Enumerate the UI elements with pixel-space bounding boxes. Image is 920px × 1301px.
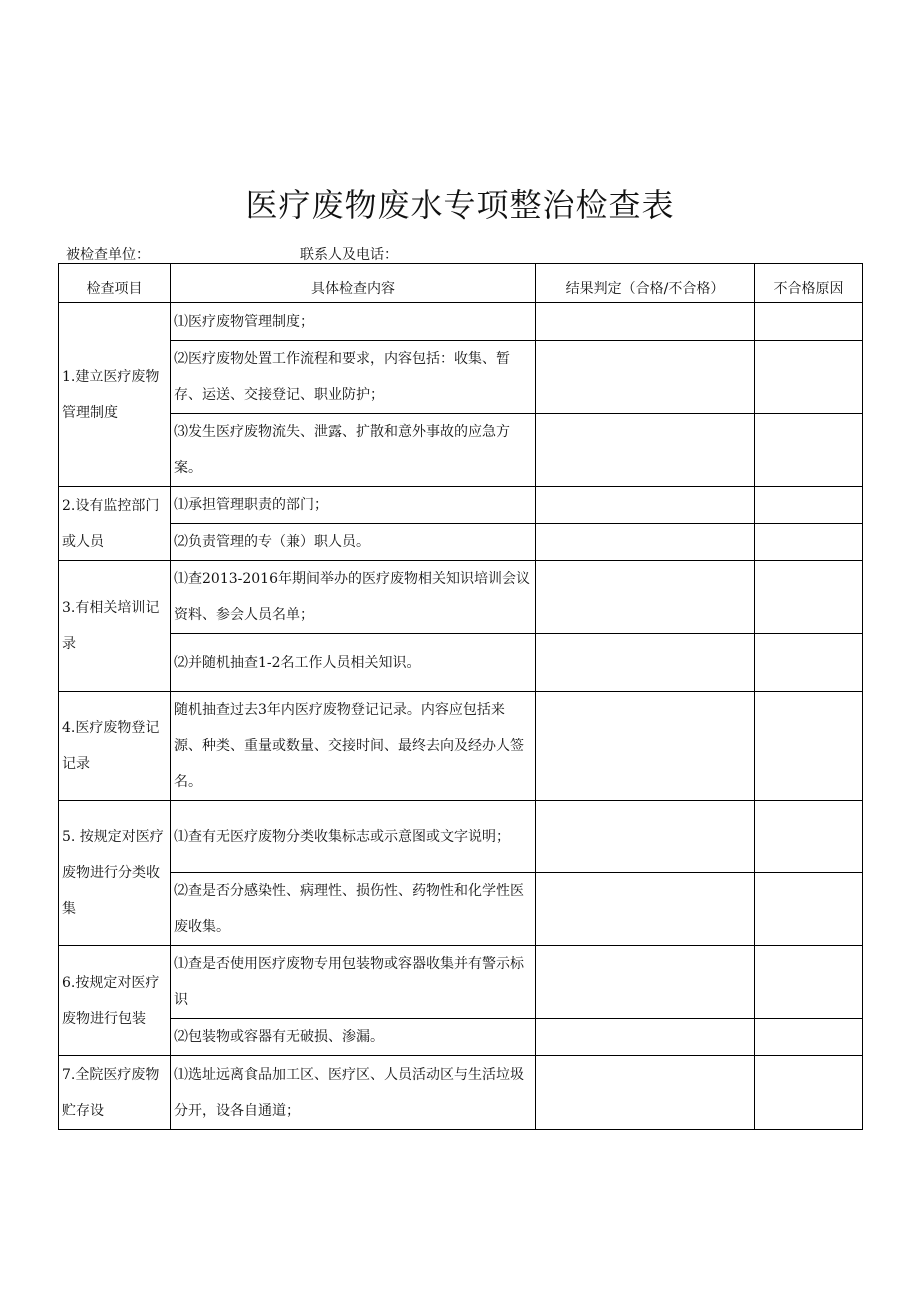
result-cell[interactable]: [536, 341, 755, 414]
reason-cell[interactable]: [755, 414, 863, 487]
check-item-3: 3.有相关培训记录: [59, 561, 171, 692]
header-content: 具体检查内容: [171, 264, 536, 303]
inspection-table: [58, 263, 863, 1130]
table-row: [59, 1019, 863, 1056]
check-item-1: 1.建立医疗废物管理制度: [59, 303, 171, 487]
reason-cell[interactable]: [755, 873, 863, 946]
result-cell[interactable]: [536, 634, 755, 692]
contact-phone-label: 联系人及电话：: [300, 247, 398, 263]
table-row: [59, 801, 863, 873]
result-cell[interactable]: [536, 487, 755, 524]
check-item-6: 6.按规定对医疗废物进行包装: [59, 946, 171, 1056]
reason-cell[interactable]: [755, 341, 863, 414]
reason-cell[interactable]: [755, 487, 863, 524]
check-content: ⑴承担管理职责的部门；: [171, 487, 536, 524]
check-content: ⑵查是否分感染性、病理性、损伤性、药物性和化学性医废收集。: [171, 873, 536, 946]
check-content: ⑵负责管理的专（兼）职人员。: [171, 524, 536, 561]
check-item-4: 4.医疗废物登记记录: [59, 692, 171, 801]
table-row: [59, 487, 863, 524]
check-content: ⑵并随机抽查1-2名工作人员相关知识。: [171, 634, 536, 692]
result-cell[interactable]: [536, 946, 755, 1019]
reason-cell[interactable]: [755, 692, 863, 801]
check-content: ⑴医疗废物管理制度；: [171, 303, 536, 341]
reason-cell[interactable]: [755, 1019, 863, 1056]
check-item-5: 5. 按规定对医疗废物进行分类收集: [59, 801, 171, 946]
table-row: [59, 946, 863, 1019]
reason-cell[interactable]: [755, 1056, 863, 1130]
check-content: ⑴查是否使用医疗废物专用包装物或容器收集并有警示标识: [171, 946, 536, 1019]
table-row: [59, 634, 863, 692]
table-row: [59, 414, 863, 487]
reason-cell[interactable]: [755, 946, 863, 1019]
reason-cell[interactable]: [755, 634, 863, 692]
result-cell[interactable]: [536, 692, 755, 801]
header-reason: 不合格原因: [755, 264, 863, 303]
reason-cell[interactable]: [755, 801, 863, 873]
check-content: 随机抽查过去3年内医疗废物登记记录。内容应包括来源、种类、重量或数量、交接时间、最终去向及经办人签名。: [171, 692, 536, 801]
result-cell[interactable]: [536, 1019, 755, 1056]
table-row: [59, 1056, 863, 1130]
table-row: [59, 692, 863, 801]
header-result: 结果判定（合格/不合格）: [536, 264, 755, 303]
result-cell[interactable]: [536, 524, 755, 561]
check-content: ⑴查2013-2016年期间举办的医疗废物相关知识培训会议资料、参会人员名单；: [171, 561, 536, 634]
check-content: ⑶发生医疗废物流失、泄露、扩散和意外事故的应急方案。: [171, 414, 536, 487]
reason-cell[interactable]: [755, 303, 863, 341]
reason-cell[interactable]: [755, 524, 863, 561]
table-row: [59, 303, 863, 341]
check-content: ⑵包装物或容器有无破损、渗漏。: [171, 1019, 536, 1056]
check-content: ⑴查有无医疗废物分类收集标志或示意图或文字说明；: [171, 801, 536, 873]
check-item-2: 2.设有监控部门或人员: [59, 487, 171, 561]
inspected-unit-label: 被检查单位：: [66, 247, 150, 263]
reason-cell[interactable]: [755, 561, 863, 634]
table-row: [59, 524, 863, 561]
result-cell[interactable]: [536, 414, 755, 487]
header-item: 检查项目: [59, 264, 171, 303]
check-content: ⑵医疗废物处置工作流程和要求，内容包括：收集、暂存、运送、交接登记、职业防护；: [171, 341, 536, 414]
result-cell[interactable]: [536, 801, 755, 873]
result-cell[interactable]: [536, 1056, 755, 1130]
table-header-row: [59, 264, 863, 303]
table-row: [59, 561, 863, 634]
page-title: 医疗废物废水专项整治检查表: [245, 186, 675, 224]
result-cell[interactable]: [536, 561, 755, 634]
table-row: [59, 873, 863, 946]
result-cell[interactable]: [536, 303, 755, 341]
result-cell[interactable]: [536, 873, 755, 946]
check-content: ⑴选址远离食品加工区、医疗区、人员活动区与生活垃圾分开，设各自通道；: [171, 1056, 536, 1130]
table-row: [59, 341, 863, 414]
check-item-7: 7.全院医疗废物贮存设: [59, 1056, 171, 1130]
